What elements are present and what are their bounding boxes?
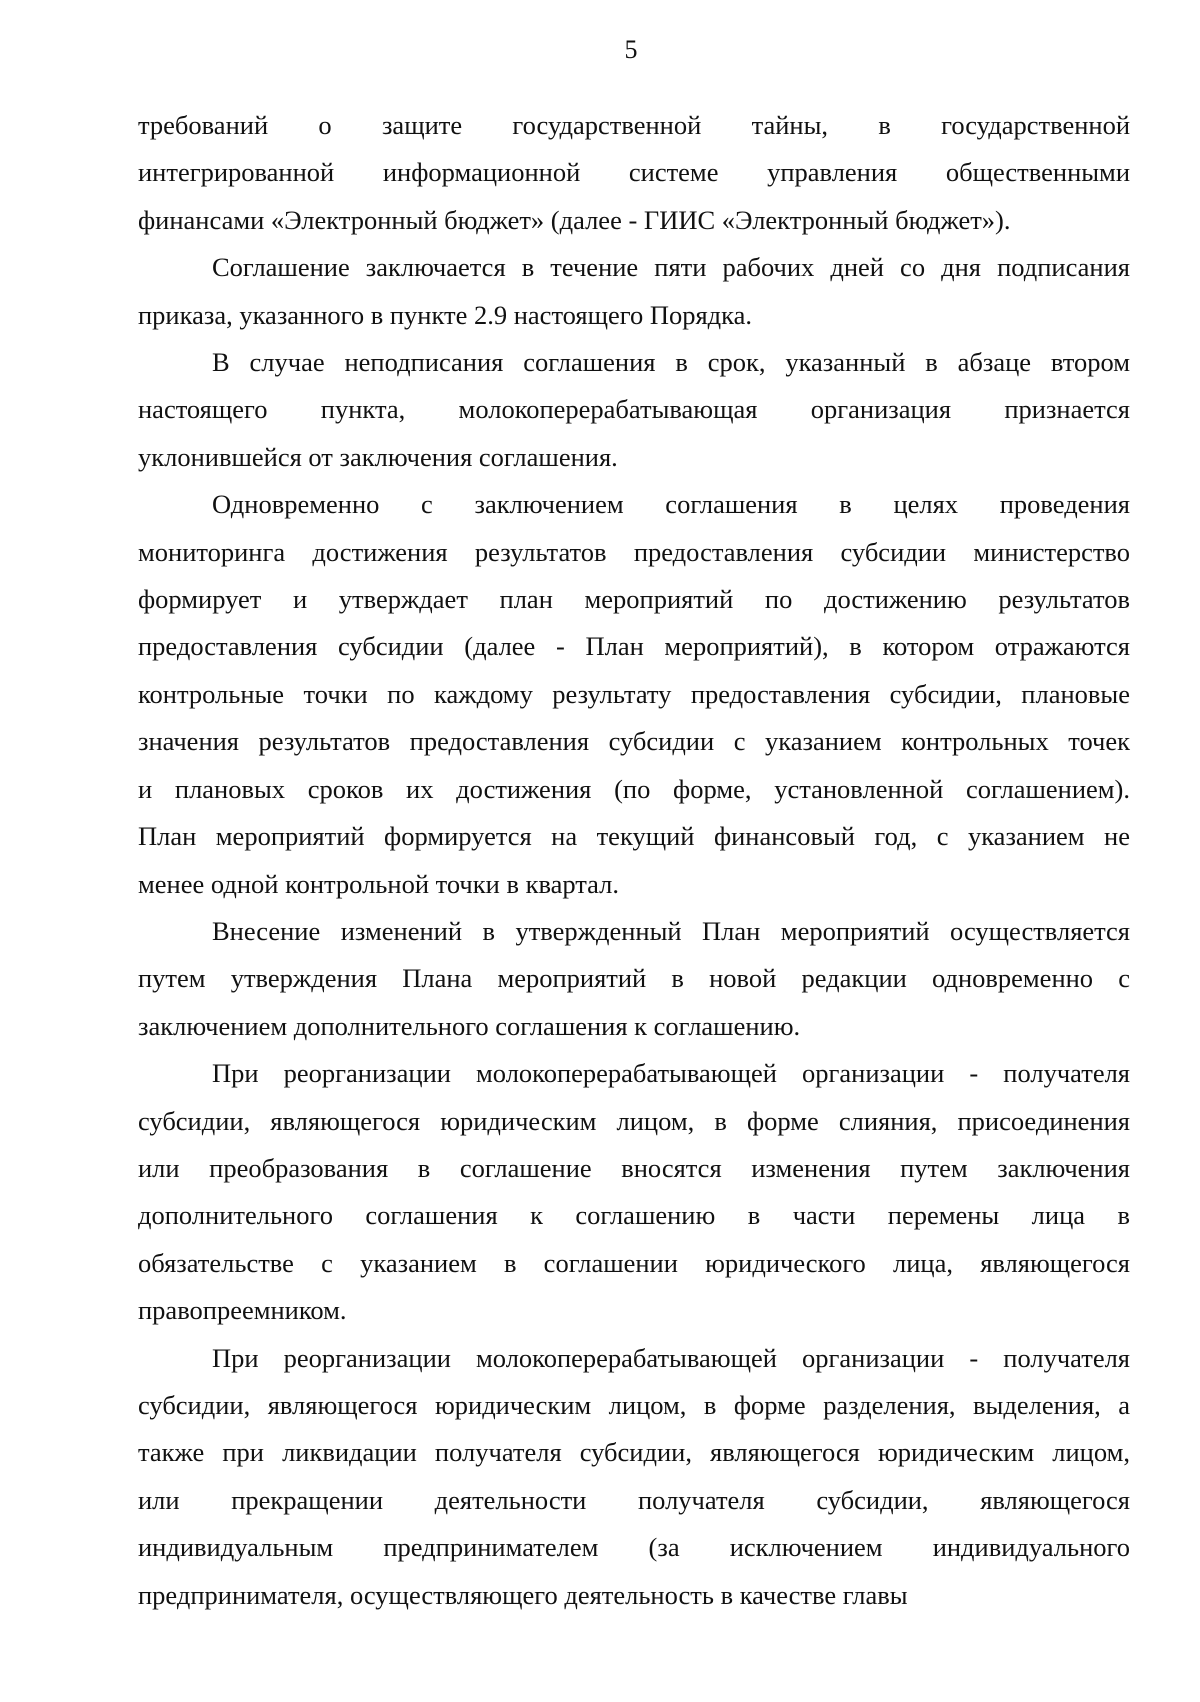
- text-line: финансами «Электронный бюджет» (далее - ГИИС «Электронный бюджет»).: [138, 204, 1011, 235]
- text-line: При реорганизации молокоперерабатывающей организации - получателя: [212, 1342, 1130, 1373]
- text-line: контрольные точки по каждому результату предоставления субсидии, плановые: [138, 678, 1130, 709]
- paragraph: [138, 244, 1130, 339]
- paragraph: [138, 339, 1130, 481]
- text-line: предоставления субсидии (далее - План мероприятий), в котором отражаются: [138, 631, 1130, 662]
- text-line: и плановых сроков их достижения (по форме, установленной соглашением).: [138, 773, 1130, 804]
- paragraph: [138, 1050, 1130, 1334]
- text-line: предпринимателя, осуществляющего деятельность в качестве главы: [138, 1579, 908, 1610]
- text-line: формирует и утверждает план мероприятий по достижению результатов: [138, 584, 1130, 615]
- text-line: Одновременно с заключением соглашения в целях проведения: [212, 489, 1130, 520]
- text-line: заключением дополнительного соглашения к соглашению.: [138, 1010, 801, 1041]
- text-line: требований о защите государственной тайны, в государственной: [138, 110, 1130, 140]
- text-line: субсидии, являющегося юридическим лицом, в форме разделения, выделения, а: [138, 1389, 1130, 1420]
- text-line: субсидии, являющегося юридическим лицом, в форме слияния, присоединения: [138, 1105, 1130, 1136]
- text-line: В случае неподписания соглашения в срок, указанный в абзаце втором: [212, 347, 1130, 378]
- text-line: Соглашение заключается в течение пяти рабочих дней со дня подписания: [212, 252, 1130, 283]
- text-line: менее одной контрольной точки в квартал.: [138, 868, 620, 899]
- text-line: или преобразования в соглашение вносятся изменения путем заключения: [138, 1152, 1130, 1183]
- text-line: индивидуальным предпринимателем (за исключением индивидуального: [138, 1532, 1130, 1563]
- text-line: значения результатов предоставления субсидии с указанием контрольных точек: [138, 726, 1130, 757]
- paragraph: [138, 1335, 1130, 1619]
- paragraph: [138, 102, 1130, 244]
- text-line: обязательстве с указанием в соглашении юридического лица, являющегося: [138, 1247, 1130, 1278]
- paragraph: [138, 908, 1130, 1050]
- text-line: также при ликвидации получателя субсидии, являющегося юридическим лицом,: [138, 1437, 1130, 1468]
- text-line: приказа, указанного в пункте 2.9 настоящего Порядка.: [138, 299, 753, 330]
- document-body: [138, 102, 1130, 1619]
- page-number: 5: [624, 35, 638, 64]
- text-line: правопреемником.: [138, 1295, 347, 1326]
- text-line: уклонившейся от заключения соглашения.: [138, 441, 618, 472]
- text-line: дополнительного соглашения к соглашению в части перемены лица в: [138, 1200, 1130, 1231]
- text-line: При реорганизации молокоперерабатывающей организации - получателя: [212, 1058, 1130, 1089]
- text-line: настоящего пункта, молокоперерабатывающая организация признается: [138, 394, 1130, 425]
- text-line: интегрированной информационной системе управления общественными: [138, 157, 1130, 188]
- text-line: План мероприятий формируется на текущий финансовый год, с указанием не: [138, 821, 1130, 852]
- text-line: или прекращении деятельности получателя субсидии, являющегося: [138, 1484, 1130, 1515]
- text-line: путем утверждения Плана мероприятий в новой редакции одновременно с: [138, 963, 1130, 994]
- text-line: мониторинга достижения результатов предоставления субсидии министерство: [138, 536, 1130, 567]
- paragraph: [138, 481, 1130, 908]
- text-line: Внесение изменений в утвержденный План мероприятий осуществляется: [212, 915, 1130, 946]
